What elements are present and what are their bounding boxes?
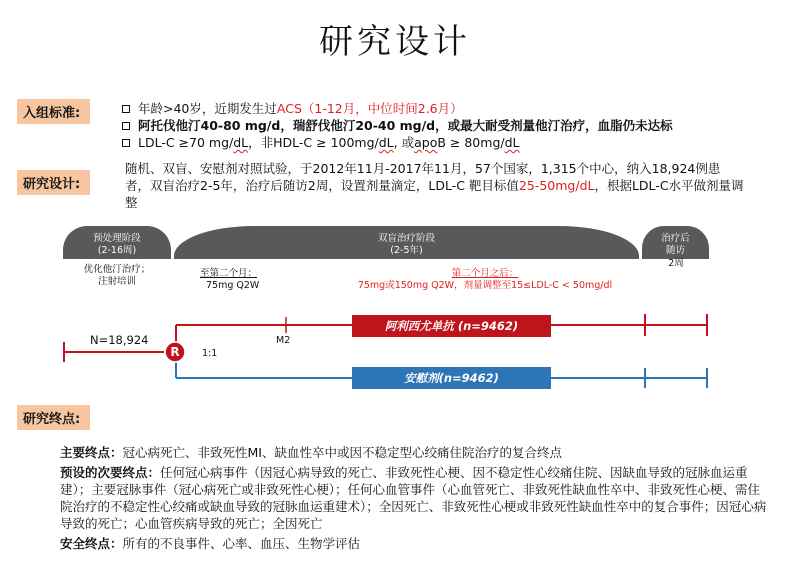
phase-mid-title: 双盲治疗阶段 — [377, 233, 435, 244]
pre-notes — [63, 264, 171, 288]
criterion-3-a: LDL-C ≥70 mg/ — [138, 135, 234, 150]
safety-text: 所有的不良事件、心率、血压、生物学评估 — [122, 536, 361, 551]
followup-weeks: 2周 — [668, 258, 684, 269]
primary-endpoint — [60, 444, 770, 461]
primary-label: 主要终点： — [60, 445, 123, 460]
inclusion-label: 入组标准: — [17, 99, 90, 124]
design-text-a: 随机、双盲、安慰剂对照试验，于2012年11月-2017年11月，57个国家，1,315个中心，纳入18,924例患者，双盲治疗2-5年，治疗后随访2周，设置剂量滴定，LDL-C 靶目标值 — [125, 161, 721, 193]
primary-text: 冠心病死亡、非致死性MI、缺血性卒中或因不稳定型心绞痛住院治疗的复合终点 — [122, 445, 562, 460]
phase-post-sub: 随访 — [665, 245, 685, 256]
criterion-3 — [122, 134, 673, 151]
endpoints-label: 研究终点: — [17, 405, 90, 430]
criterion-3-d: dL — [378, 135, 394, 150]
endpoints-text — [60, 444, 770, 555]
criterion-3-g: B ≥ 80mg/ — [437, 135, 505, 150]
secondary-label: 预设的次要终点： — [60, 465, 161, 480]
n-total: N=18,924 — [90, 333, 149, 347]
criterion-1-red: ACS（1-12月，中位时间2.6月） — [276, 101, 463, 116]
random-mark: R — [170, 345, 180, 359]
criterion-3-f: apo — [414, 135, 438, 150]
month2-dose: 75mg Q2W — [206, 280, 260, 291]
phase-followup — [642, 226, 709, 259]
after-dose: 75mg或150mg Q2W，剂量调整至15≤LDL-C < 50mg/dl — [357, 280, 613, 291]
page-title: 研究设计 — [319, 22, 471, 62]
after-month2-notes — [330, 268, 640, 292]
checkbox-icon — [122, 105, 130, 113]
pre-note-1: 优化他汀治疗； — [83, 264, 151, 275]
checkbox-icon — [122, 139, 130, 147]
criterion-3-h: dL — [504, 135, 520, 150]
phase-pre-sub: (2-16周) — [97, 245, 137, 256]
design-text-b: ，根据LDL-C水平做剂量调整 — [125, 178, 744, 210]
phase-pretreatment — [63, 226, 171, 259]
m2-label: M2 — [276, 335, 291, 346]
criterion-2-text: 阿托伐他汀40-80 mg/d，瑞舒伐他汀20-40 mg/d，或最大耐受剂量他汀治疗，血脂仍未达标 — [138, 118, 673, 133]
criterion-1-prefix: 年龄>40岁，近期发生过 — [138, 101, 277, 116]
criterion-1 — [122, 100, 673, 117]
criterion-2 — [122, 117, 673, 134]
placebo-arm-label: 安慰剂(n=9462) — [404, 371, 499, 385]
month2-label: 至第二个月： — [200, 268, 258, 279]
criterion-3-e: , 或 — [393, 135, 415, 150]
month2-notes — [200, 268, 259, 292]
safety-label: 安全终点： — [60, 536, 123, 551]
phase-double-blind — [174, 226, 639, 259]
design-text-red: 25-50mg/dL — [518, 178, 595, 193]
pre-note-2: 注射培训 — [97, 276, 136, 287]
design-label: 研究设计: — [17, 170, 90, 195]
phase-mid-sub: (2-5年) — [390, 245, 423, 256]
inclusion-criteria — [122, 100, 673, 151]
drug-arm-label: 阿利西尤单抗 (n=9462) — [384, 319, 519, 333]
secondary-endpoint — [60, 464, 770, 532]
secondary-text: 任何冠心病事件（因冠心病导致的死亡、非致死性心梗、因不稳定性心绞痛住院、因缺血导致的冠脉血运重建）；主要冠脉事件（冠心病死亡或非致死性心梗）；任何心血管事件（心血管死亡、非致死性缺血性卒中、非致死性心梗、需住院治疗的不稳定性心绞痛或缺血导致的冠脉血运重建术）；全因死亡、非致死性心梗或非致死性缺血性卒中的复合事件；因冠心病导致的死亡；心血管疾病导致的死亡；全因死亡 — [60, 465, 767, 531]
phase-pre-title: 预处理阶段 — [93, 233, 141, 244]
criterion-3-b: dL — [233, 135, 249, 150]
after-label: 第二个月之后： — [451, 268, 519, 279]
safety-endpoint — [60, 535, 770, 552]
ratio: 1:1 — [202, 348, 218, 359]
criterion-3-c: ，非HDL-C ≥ 100mg/ — [248, 135, 379, 150]
design-text — [125, 160, 745, 211]
phase-post-title: 治疗后 — [661, 233, 690, 244]
checkbox-icon — [122, 122, 130, 130]
